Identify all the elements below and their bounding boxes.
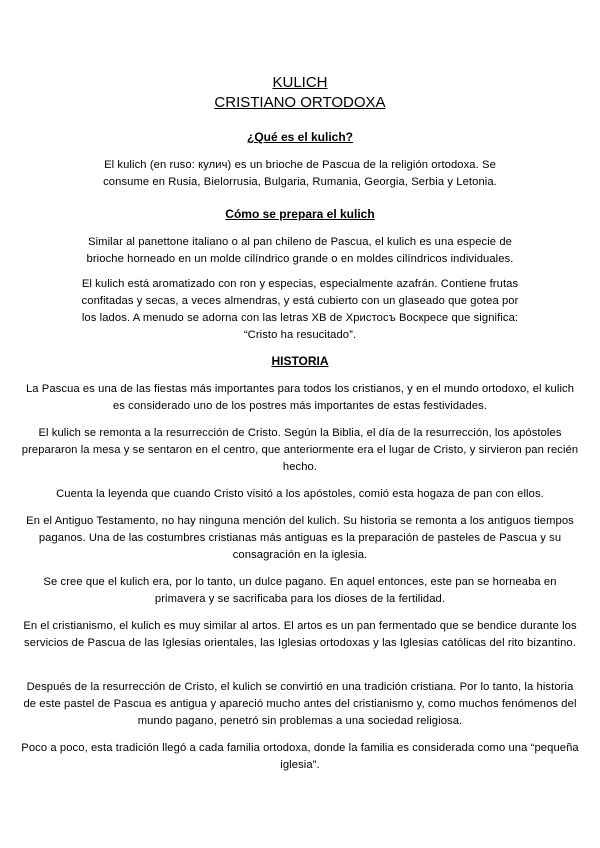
document-title-line-1: KULICH: [272, 74, 328, 91]
history-paragraph: Después de la resurrección de Cristo, el kulich se convirtió en una tradición cristiana. Por lo tanto, la historia de este pastel de Pascua es antigua y apareció mucho antes del cristianismo y, como muchos fenómenos del mundo pagano, penetró sin problemas a una sociedad religiosa.: [23, 681, 577, 727]
history-paragraph: Poco a poco, esta tradición llegó a cada familia ortodoxa, donde la familia es considerada como una “pequeña iglesia”.: [21, 742, 579, 771]
history-paragraph: La Pascua es una de las fiestas más importantes para todos los cristianos, y en el mundo ortodoxo, el kulich es considerado uno de los postres más importantes de estas festividades.: [25, 383, 575, 412]
history-paragraph: El kulich se remonta a la resurrección de Cristo. Según la Biblia, el día de la resurrección, los apóstoles prepararon la mesa y se sentaron en el centro, que anteriormente era el lugar de Cristo, y sirvieron pan recién hecho.: [21, 427, 579, 473]
history-paragraph: Se cree que el kulich era, por lo tanto, un dulce pagano. En aquel entonces, este pan se horneaba en primavera y se sacrificaba para los dioses de la fertilidad.: [43, 576, 557, 605]
history-paragraph: Cuenta la leyenda que cuando Cristo visitó a los apóstoles, comió esta hogaza de pan con ellos.: [56, 488, 544, 500]
history-paragraph: En el cristianismo, el kulich es muy similar al artos. El artos es un pan fermentado que se bendice durante los servicios de Pascua de las Iglesias orientales, las Iglesias ortodoxas y las Iglesias católicas del rito bizantino.: [23, 620, 577, 649]
how-prepared-paragraph-1: Similar al panettone italiano o al pan chileno de Pascua, el kulich es una especie de brioche horneado en un molde cilíndrico grande o en moldes cilíndricos individuales.: [86, 236, 514, 265]
document-title-line-2: CRISTIANO ORTODOXA: [214, 94, 386, 111]
how-prepared-paragraph-2: El kulich está aromatizado con ron y especias, especialmente azafrán. Contiene frutas confitadas y secas, a veces almendras, y está cubierto con un glaseado que gotea por los lados. A menudo se adorna con las letras ХВ de Христосъ Воскресе que significa: “Cristo ha resucitado”.: [81, 278, 519, 341]
history-heading: HISTORIA: [271, 354, 329, 368]
history-paragraph: En el Antiguo Testamento, no hay ninguna mención del kulich. Su historia se remonta a los antiguos tiempos paganos. Una de las costumbres cristianas más antiguas es la preparación de pasteles de Pascua y su consagración en la iglesia.: [26, 515, 574, 561]
how-prepared-heading: Cómo se prepara el kulich: [225, 207, 375, 221]
what-is-kulich-paragraph: El kulich (en ruso: кулич) es un brioche de Pascua de la religión ortodoxa. Se consume en Rusia, Bielorrusia, Bulgaria, Rumania, Georgia, Serbia y Letonia.: [103, 159, 497, 188]
what-is-kulich-heading: ¿Qué es el kulich?: [246, 130, 354, 144]
